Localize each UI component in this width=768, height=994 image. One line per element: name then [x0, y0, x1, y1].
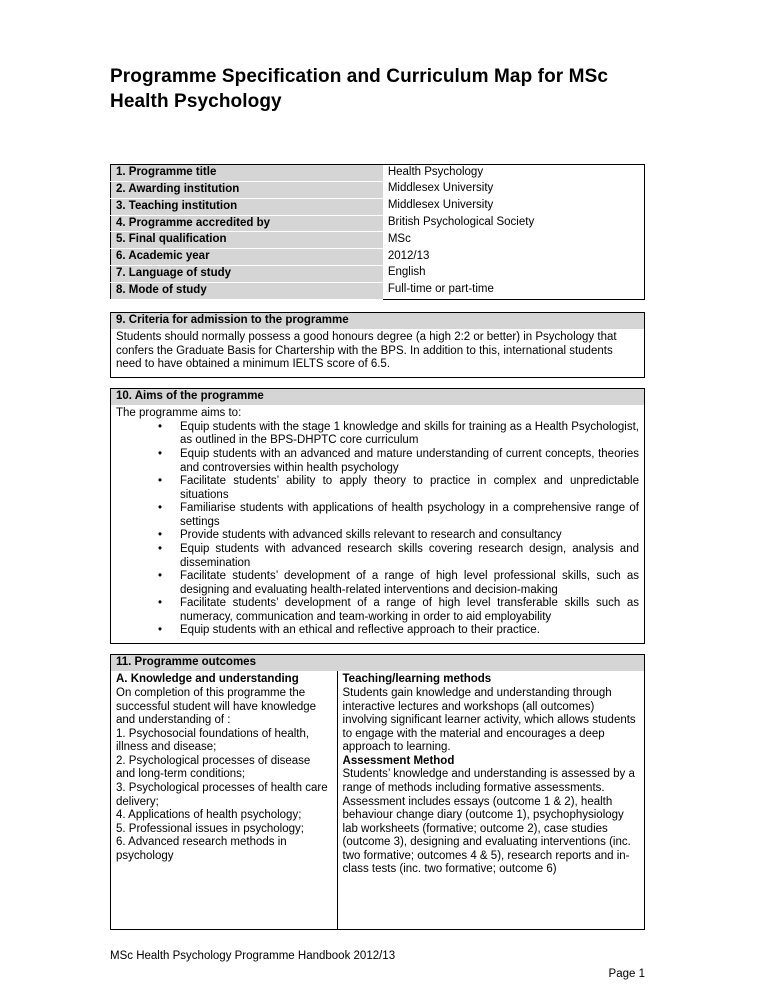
outcomes-columns [111, 671, 644, 929]
section-body [111, 405, 644, 643]
row-label: 8. Mode of study [111, 282, 383, 299]
teaching-column [338, 671, 644, 929]
row-label: 5. Final qualification [111, 232, 383, 249]
section-body-text: Students should normally possess a good honours degree (a high 2:2 or better) in Psychology that confers the Graduate Basis for Chartership with the BPS. In addition to this, international students need to have obtained a minimum IELTS score of 6.5. [116, 331, 617, 371]
list-item: • Facilitate students’ ability to apply theory to practice in complex and unpredictable situations [116, 475, 639, 502]
row-label: 2. Awarding institution [111, 181, 383, 198]
row-label: 3. Teaching institution [111, 198, 383, 215]
list-item: • Familiarise students with applications of health psychology in a comprehensive range of settings [116, 502, 639, 529]
row-label: 7. Language of study [111, 265, 383, 282]
list-item: • Equip students with an ethical and reflective approach to their practice. [116, 624, 639, 638]
knowledge-item: 5. Professional issues in psychology; [116, 822, 304, 835]
table-row [111, 198, 645, 215]
section-admission-criteria [110, 312, 645, 378]
list-item: • Facilitate students’ development of a range of high level transferable skills such as numeracy, communication and team-working in order to aid employability [116, 597, 639, 624]
assessment-method-heading: Assessment Method [342, 754, 455, 767]
section-header: 10. Aims of the programme [111, 389, 644, 406]
section-header: 11. Programme outcomes [111, 655, 644, 672]
table-row [111, 249, 645, 266]
knowledge-column [111, 671, 338, 929]
row-value: British Psychological Society [387, 216, 535, 229]
aims-intro: The programme aims to: [116, 407, 242, 420]
programme-info-table [110, 164, 645, 299]
knowledge-intro: On completion of this programme the successful student will have knowledge and understanding of : [116, 687, 317, 727]
page-footer [110, 950, 645, 982]
section-programme-outcomes [110, 654, 645, 931]
knowledge-item: 2. Psychological processes of disease and long-term conditions; [116, 754, 311, 781]
knowledge-item: 3. Psychological processes of health care delivery; [116, 781, 328, 808]
knowledge-item: 1. Psychosocial foundations of health, illness and disease; [116, 727, 310, 754]
assessment-method-text: Students’ knowledge and understanding is assessed by a range of methods including formative assessments. Assessment includes essays (outcome 1 & 2), health behaviour change diary (outcome 1), psychophysiology lab worksheets (formative; outcome 2), case studies (outcome 3), designing and evaluating interventions (inc. two formative; outcomes 4 & 5), research reports and in-class tests (inc. two formative; outcome 6) [342, 768, 635, 876]
row-value: MSc [387, 232, 411, 245]
page-title: Programme Specification and Curriculum Map for MSc Health Psychology [110, 66, 609, 113]
row-value: Health Psychology [387, 166, 484, 179]
page-number: Page 1 [608, 968, 645, 981]
teaching-methods-heading: Teaching/learning methods [342, 673, 492, 686]
row-value: Full-time or part-time [387, 283, 494, 296]
row-label: 1. Programme title [111, 165, 383, 182]
list-item: • Provide students with advanced skills relevant to research and consultancy [116, 529, 639, 543]
aims-list [116, 421, 639, 638]
list-item: • Equip students with an advanced and mature understanding of current concepts, theories and controversies within health psychology [116, 448, 639, 475]
list-item: • Facilitate students’ development of a range of high level professional skills, such as designing and evaluating health-related interventions and decision-making [116, 570, 639, 597]
row-value: Middlesex University [387, 199, 494, 212]
row-value: Middlesex University [387, 182, 494, 195]
row-label: 4. Programme accredited by [111, 215, 383, 232]
row-value: English [387, 266, 426, 279]
row-value: 2012/13 [387, 249, 430, 262]
section-aims [110, 388, 645, 644]
teaching-methods-text: Students gain knowledge and understanding through interactive lectures and workshops (all outcomes) involving significant learner activity, which allows students to engage with the material and encourages a deep approach to learning. [342, 687, 636, 754]
table-row [111, 282, 645, 299]
knowledge-item: 4. Applications of health psychology; [116, 809, 302, 822]
table-row [111, 165, 645, 182]
section-header: 9. Criteria for admission to the programme [111, 313, 644, 330]
table-row [111, 181, 645, 198]
table-row [111, 265, 645, 282]
list-item: • Equip students with advanced research skills covering research design, analysis and dissemination [116, 543, 639, 570]
knowledge-item: 6. Advanced research methods in psychology [116, 836, 287, 862]
table-row [111, 232, 645, 249]
footer-handbook-text: MSc Health Psychology Programme Handbook 2012/13 [110, 950, 396, 963]
row-label: 6. Academic year [111, 249, 383, 266]
list-item: • Equip students with the stage 1 knowledge and skills for training as a Health Psychologist, as outlined in the BPS-DHPTC core curriculum [116, 421, 639, 448]
knowledge-heading: A. Knowledge and understanding [116, 673, 299, 686]
table-row [111, 215, 645, 232]
